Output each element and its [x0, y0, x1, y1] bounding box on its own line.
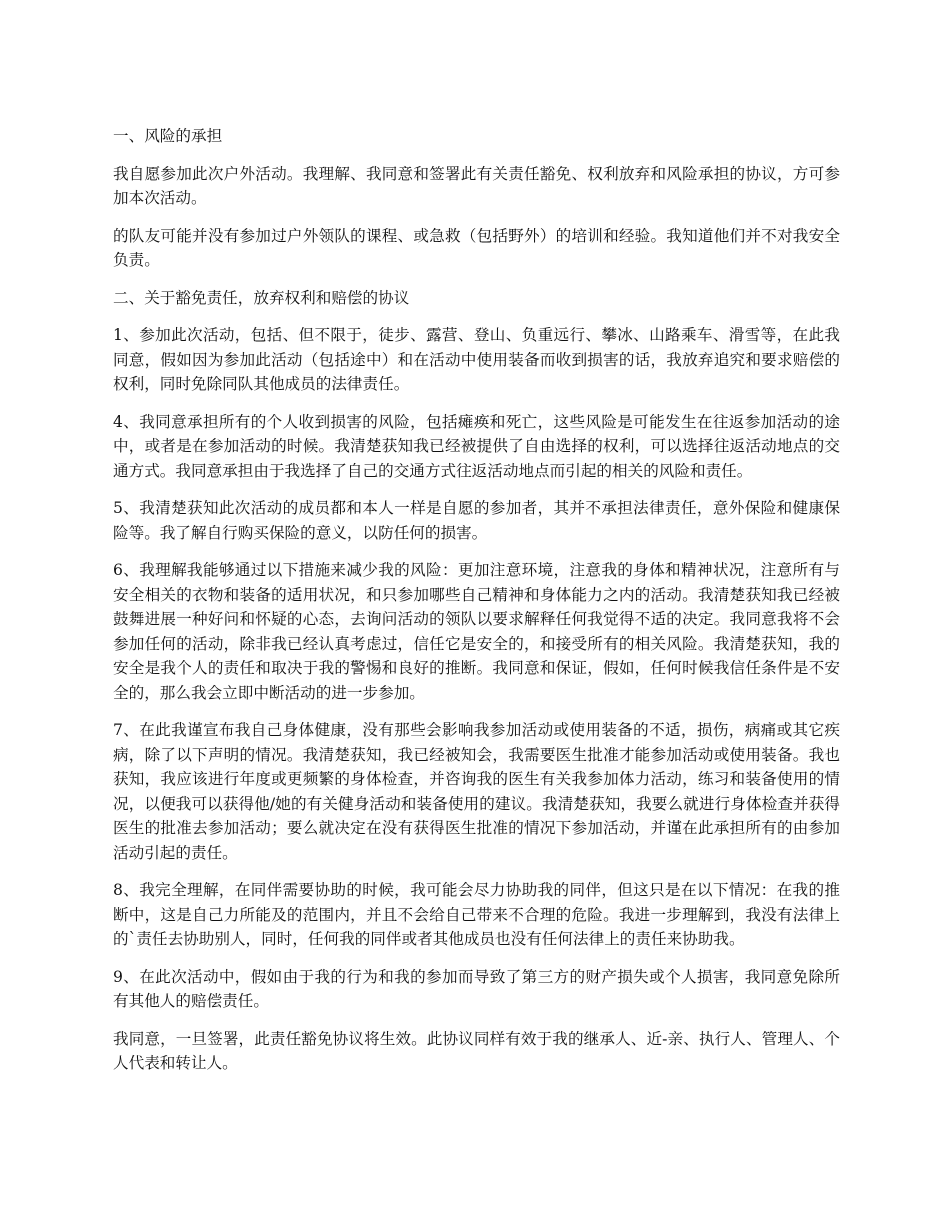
clause-1: 1、参加此次活动，包括、但不限于，徒步、露营、登山、负重远行、攀冰、山路乘车、滑雪等，在此我同意，假如因为参加此活动（包括途中）和在活动中使用装备而收到损害的话，我放弃追究和要求赔偿的权利，同时免除同队其他成员的法律责任。 — [113, 326, 840, 393]
paragraph-agreement: 我同意，一旦签署，此责任豁免协议将生效。此协议同样有效于我的继承人、近-亲、执行人、管理人、个人代表和转让人。 — [113, 1029, 840, 1072]
document-body — [113, 124, 840, 1089]
clause-5: 5、我清楚获知此次活动的成员都和本人一样是自愿的参加者，其并不承担法律责任，意外保险和健康保险等。我了解自行购买保险的意义，以防任何的损害。 — [113, 499, 840, 542]
clause-8: 8、我完全理解，在同伴需要协助的时候，我可能会尽力协助我的同伴，但这只是在以下情况：在我的推断中，这是自己力所能及的范围内，并且不会给自己带来不合理的危险。我进一步理解到，我没有法律上的`责任去协助别人，同时，任何我的同伴或者其他成员也没有任何法律上的责任来协助我。 — [113, 881, 840, 948]
section-heading-waiver: 二、关于豁免责任，放弃权利和赔偿的协议 — [113, 288, 410, 307]
clause-4: 4、我同意承担所有的个人收到损害的风险，包括瘫痪和死亡，这些风险是可能发生在往返参加活动的途中，或者是在参加活动的时候。我清楚获知我已经被提供了自由选择的权利，可以选择往返活动地点的交通方式。我同意承担由于我选择了自己的交通方式往返活动地点而引起的相关的风险和责任。 — [113, 412, 840, 480]
paragraph-voluntary: 我自愿参加此次户外活动。我理解、我同意和签署此有关责任豁免、权利放弃和风险承担的协议，方可参加本次活动。 — [113, 164, 840, 207]
section-heading-risk: 一、风险的承担 — [113, 127, 223, 145]
clause-9: 9、在此次活动中，假如由于我的行为和我的参加而导致了第三方的财产损失或个人损害，我同意免除所有其他人的赔偿责任。 — [113, 967, 840, 1010]
clause-7: 7、在此我谨宣布我自己身体健康，没有那些会影响我参加活动或使用装备的不适，损伤，病痛或其它疾病，除了以下声明的情况。我清楚获知，我已经被知会，我需要医生批准才能参加活动或使用装备。我也获知，我应该进行年度或更频繁的身体检查，并咨询我的医生有关我参加体力活动，练习和装备使用的情况，以便我可以获得他/她的有关健身活动和装备使用的建议。我清楚获知，我要么就进行身体检查并获得医生的批准去参加活动；要么就决定在没有获得医生批准的情况下参加活动，并谨在此承担所有的由参加活动引起的责任。 — [113, 721, 840, 862]
clause-6: 6、我理解我能够通过以下措施来减少我的风险：更加注意环境，注意我的身体和精神状况，注意所有与安全相关的衣物和装备的适用状况，和只参加哪些自己精神和身体能力之内的活动。我清楚获知我已经被鼓舞进展一种好问和怀疑的心态，去询问活动的领队以要求解释任何我觉得不适的决定。我同意我将不会参加任何的活动，除非我已经认真考虑过，信任它是安全的，和接受所有的相关风险。我清楚获知，我的安全是我个人的责任和取决于我的警惕和良好的推断。我同意和保证，假如，任何时候我信任条件是不安全的，那么我会立即中断活动的进一步参加。 — [113, 561, 840, 702]
paragraph-teammates: 的队友可能并没有参加过户外领队的课程、或急救（包括野外）的培训和经验。我知道他们并不对我安全负责。 — [113, 226, 840, 269]
